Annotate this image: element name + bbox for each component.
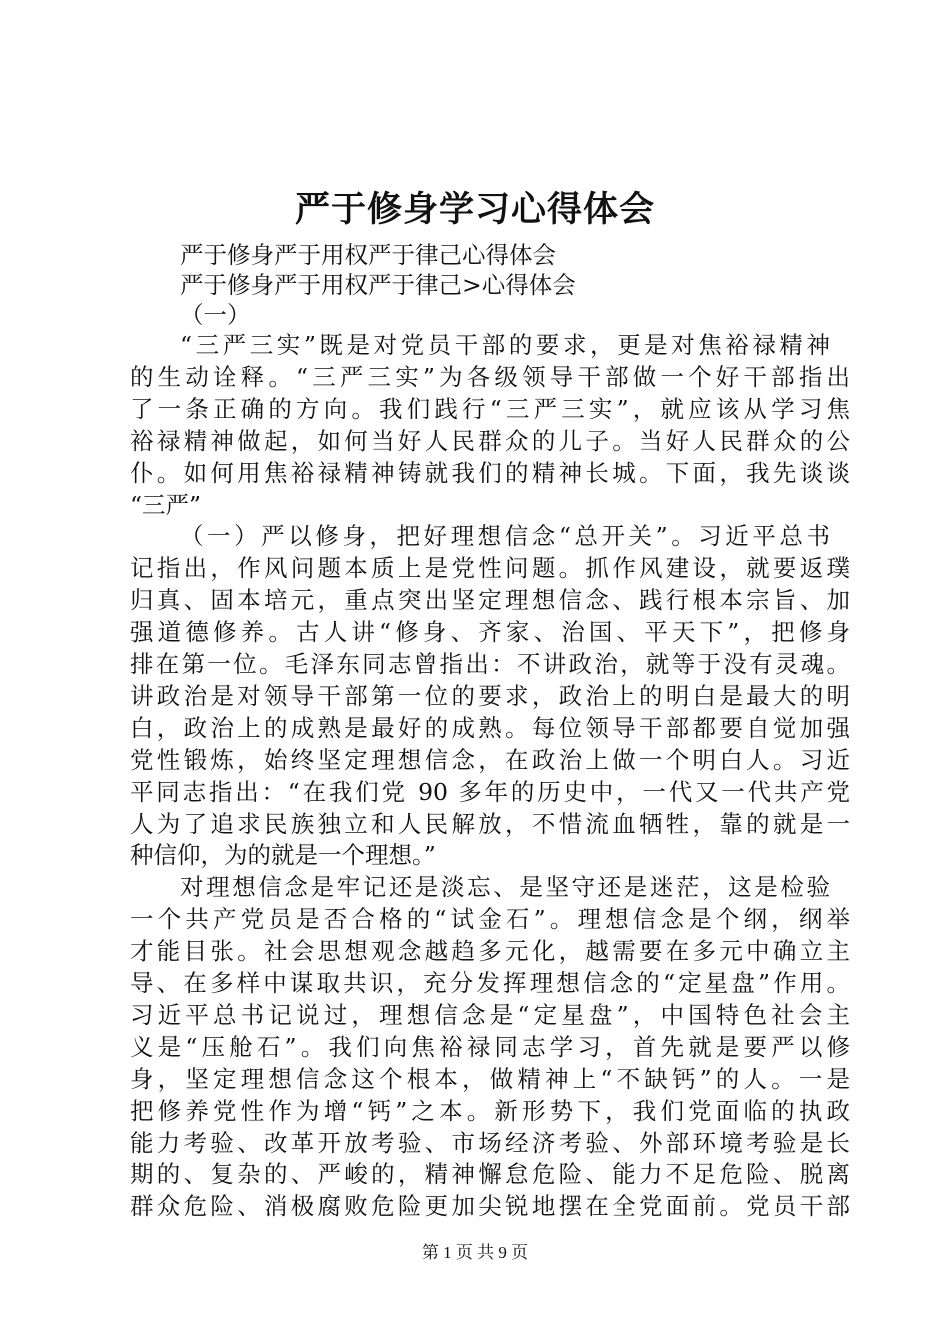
body-line: 记指出，作风问题本质上是党性问题。抓作风建设，就要返璞	[130, 554, 850, 583]
body-line: 把修养党性作为增“钙”之本。新形势下，我们党面临的执政	[130, 1096, 850, 1125]
body-line: 的生动诠释。“三严三实”为各级领导干部做一个好干部指出	[130, 362, 850, 391]
body-line: 导、在多样中谋取共识，充分发挥理想信念的“定星盘”作用。	[130, 969, 850, 997]
body-line: 排在第一位。毛泽东同志曾指出：不讲政治，就等于没有灵魂。	[130, 650, 850, 678]
page-number: 第 1 页 共 9 页	[421, 1243, 529, 1262]
subtitle-line-1: 严于修身严于用权严于律己心得体会	[180, 241, 556, 269]
subtitle-line-2: 严于修身严于用权严于律己>心得体会	[180, 271, 576, 299]
body-line: 仆。如何用焦裕禄精神铸就我们的精神长城。下面，我先谈谈	[130, 458, 850, 487]
body-line: 群众危险、消极腐败危险更加尖锐地摆在全党面前。党员干部	[130, 1192, 850, 1221]
body-line: 能力考验、改革开放考验、市场经济考验、外部环境考验是长	[130, 1128, 850, 1157]
body-line: （一）严以修身，把好理想信念“总开关”。习近平总书	[180, 522, 830, 551]
body-line: 对理想信念是牢记还是淡忘、是坚守还是迷茫，这是检验	[180, 873, 830, 902]
body-line: 期的、复杂的、严峻的，精神懈怠危险、能力不足危险、脱离	[130, 1160, 850, 1189]
body-line: 人为了追求民族独立和人民解放，不惜流血牺牲，靠的就是一	[130, 809, 850, 838]
body-line: 习近平总书记说过，理想信念是“定星盘”，中国特色社会主	[130, 1000, 850, 1029]
body-line: 平同志指出：“在我们党 90 多年的历史中，一代又一代共产党	[130, 777, 850, 806]
document-title: 严于修身学习心得体会	[294, 189, 655, 230]
body-line: 归真、固本培元，重点突出坚定理想信念、践行根本宗旨、加	[130, 586, 850, 615]
body-line: 裕禄精神做起，如何当好人民群众的儿子。当好人民群众的公	[130, 426, 850, 455]
body-line: 种信仰，为的就是一个理想。”	[130, 841, 436, 870]
body-line: 讲政治是对领导干部第一位的要求，政治上的明白是最大的明	[130, 681, 850, 710]
body-line: 了一条正确的方向。我们践行“三严三实”，就应该从学习焦	[130, 394, 850, 423]
body-line: 身，坚定理想信念这个根本，做精神上“不缺钙”的人。一是	[130, 1064, 850, 1093]
body-line: “三严”	[130, 490, 202, 519]
body-line: 义是“压舱石”。我们向焦裕禄同志学习，首先就是要严以修	[130, 1032, 850, 1061]
body-line: 党性锻炼，始终坚定理想信念，在政治上做一个明白人。习近	[130, 745, 850, 774]
body-line: 一个共产党员是否合格的“试金石”。理想信念是个纲，纲举	[130, 905, 850, 934]
section-marker: （一）	[180, 301, 251, 329]
body-line: 强道德修养。古人讲“修身、齐家、治国、平天下”，把修身	[130, 618, 850, 647]
body-line: 才能目张。社会思想观念越趋多元化，越需要在多元中确立主	[130, 937, 850, 966]
body-line: “三严三实”既是对党员干部的要求，更是对焦裕禄精神	[180, 331, 830, 359]
body-line: 白，政治上的成熟是最好的成熟。每位领导干部都要自觉加强	[130, 713, 850, 742]
